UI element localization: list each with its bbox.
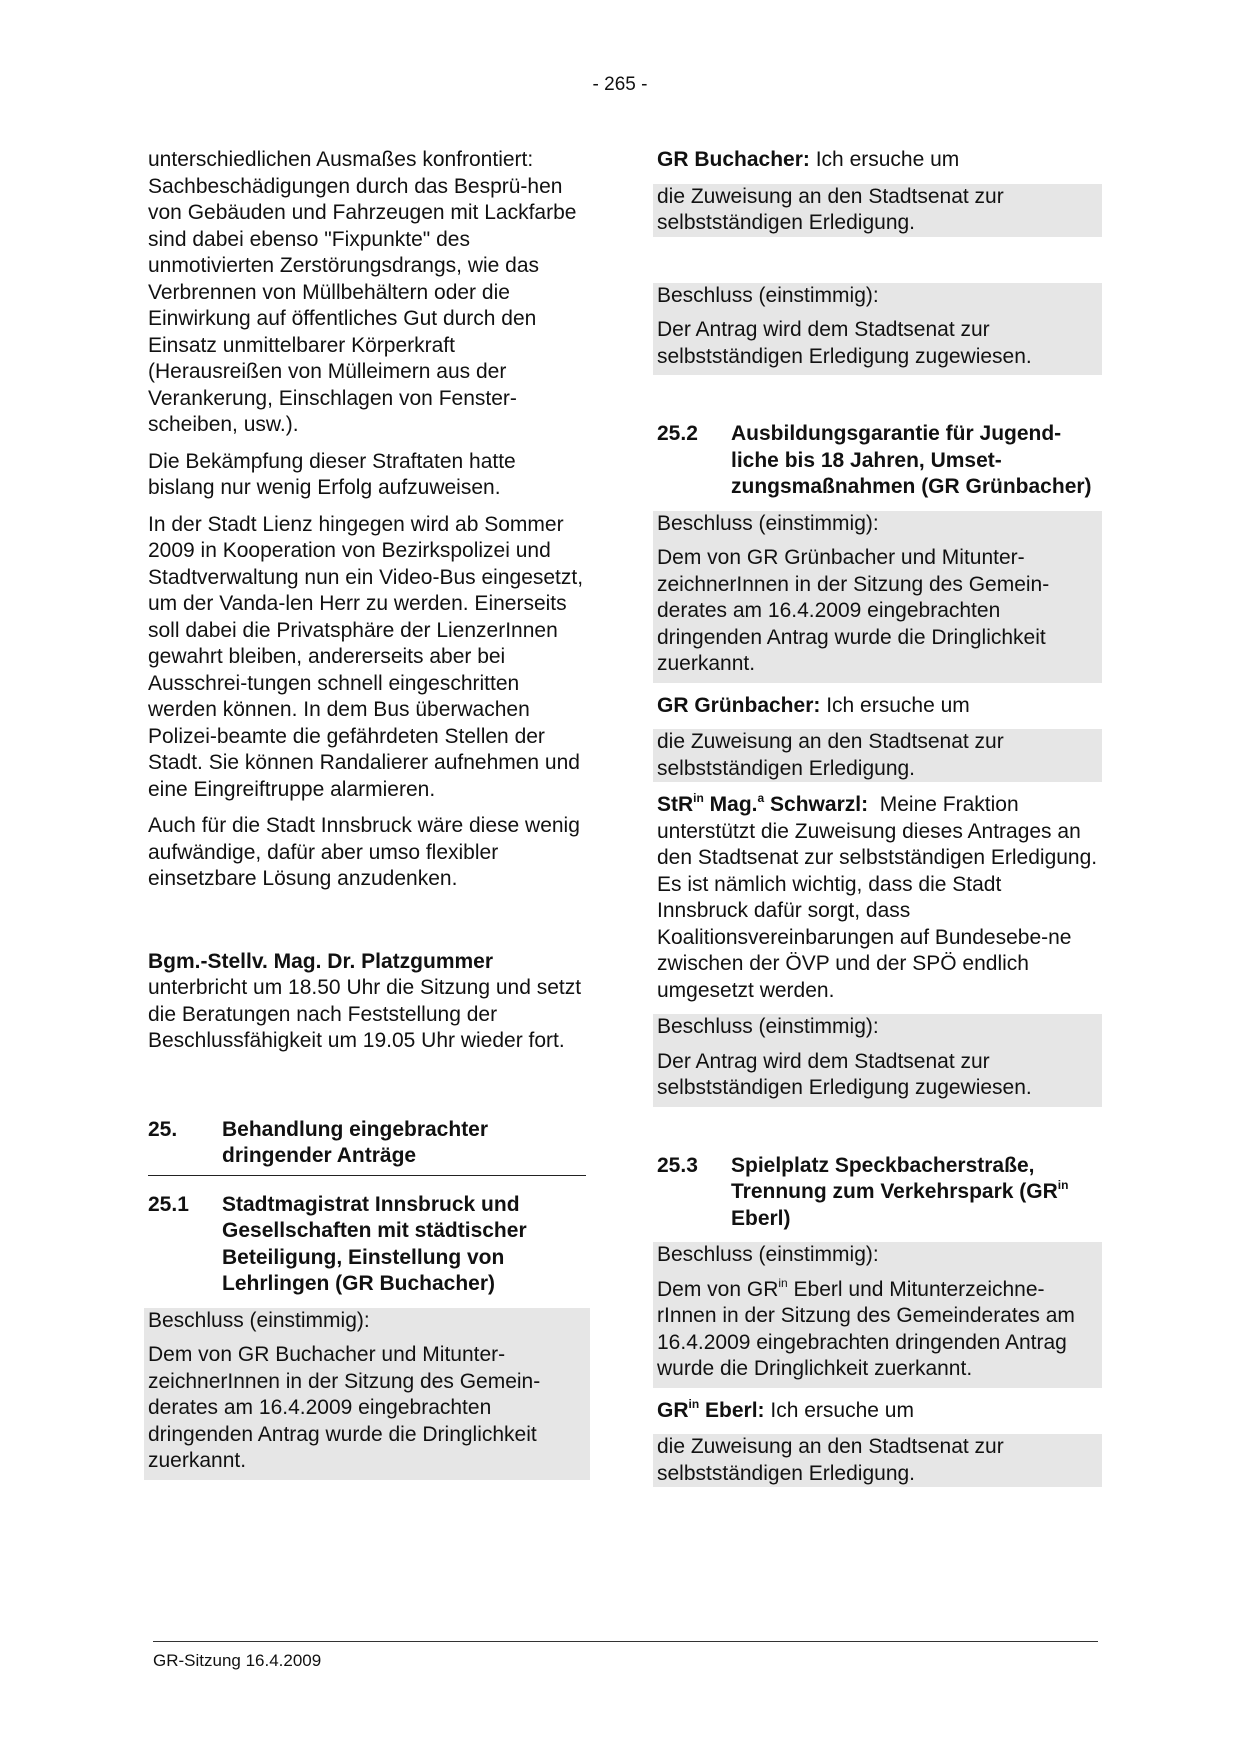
- assignment-request: die Zuweisung an den Stadtsenat zur selbstständigen Erledigung.: [653, 1434, 1102, 1487]
- statement-text: Ich ersuche um: [826, 693, 970, 717]
- decision-text: Dem von GR Grünbacher und Mitunter-zeichnerInnen in der Sitzung des Gemein-derates am 16.4.2009 eingebrachten dringenden Antrag wurde die Dringlichkeit zuerkannt.: [657, 546, 1050, 675]
- right-column: [657, 147, 1098, 1497]
- section-number: 25.2: [657, 422, 698, 445]
- decision-text: Dem von $GR^{in}$ Eberl und Mitunterzeichne-rInnen in der Sitzung des Gemeinderates am 16.4.2009 eingebrachten dringenden Antrag wurde die Dringlichkeit zuerkannt.: [657, 1275, 1075, 1380]
- decision-label: Beschluss (einstimmig):: [657, 1243, 879, 1266]
- decision-block: [144, 1308, 590, 1480]
- statement-text: Ich ersuche um: [770, 1398, 914, 1422]
- section-title: Stadtmagistrat Innsbruck und Gesellschaften mit städtischer Beteiligung, Einstellung von Lehrlingen (GR Buchacher): [222, 1192, 527, 1295]
- speaker-name: GR Buchacher:: [657, 148, 810, 171]
- decision-label: Beschluss (einstimmig):: [657, 1015, 879, 1038]
- decision-text: Der Antrag wird dem Stadtsenat zur selbstständigen Erledigung zugewiesen.: [657, 318, 1032, 368]
- speaker-name: Bgm.-Stellv. Mag. Dr. Platzgummer: [148, 949, 494, 973]
- statement-text: unterbricht um 18.50 Uhr die Sitzung und setzt die Beratungen nach Feststellung der Beschlussfähigkeit um 19.05 Uhr wieder fort.: [148, 976, 582, 1052]
- left-column: [148, 147, 586, 1490]
- speaker-name: StR$^{in}$ Mag.$^a$ Schwarzl:: [657, 791, 869, 816]
- paragraph-innsbruck: Auch für die Stadt Innsbruck wäre diese wenig aufwändige, dafür aber umso flexibler einsetzbare Lösung anzudenken.: [148, 814, 580, 890]
- decision-block: [653, 511, 1102, 683]
- paragraph-vandalism: unterschiedlichen Ausmaßes konfrontiert: Sachbeschädigungen durch das Besprü-hen von Gebäuden und Fahrzeugen mit Lackfarbe sind dabei ebenso "Fixpunkte" des unmotivierten Zerstörungsdrangs, wie das Verbrennen von Müllbehältern oder die Einwirkung auf öffentliches Gut durch den Einsatz unmittelbarer Körperkraft (Herausreißen von Mülleimern aus der Verankerung, Einschlagen von Fenster-scheiben, usw.).: [148, 148, 577, 436]
- section-heading-25-2: [657, 421, 1098, 501]
- section-heading-25-3: [657, 1153, 1098, 1233]
- footer-divider: [153, 1641, 1098, 1642]
- decision-block: [653, 1242, 1102, 1388]
- section-title: Ausbildungsgarantie für Jugend-liche bis 18 Jahren, Umset-zungsmaßnahmen (GR Grünbacher): [731, 422, 1092, 498]
- speaker-name: GR Grünbacher:: [657, 693, 821, 717]
- section-title: Behandlung eingebrachter dringender Anträge: [222, 1117, 489, 1167]
- decision-label: Beschluss (einstimmig):: [148, 1308, 370, 1332]
- assignment-request: die Zuweisung an den Stadtsenat zur selbstständigen Erledigung.: [653, 184, 1102, 237]
- schwarzl-statement: [657, 792, 1098, 1004]
- paragraph-lienz: In der Stadt Lienz hingegen wird ab Sommer 2009 in Kooperation von Bezirkspolizei und Stadtverwaltung nun ein Video-Bus eingesetzt, um der Vanda-len Herr zu werden. Einerseits soll dabei die Privatsphäre der LienzerInnen gewahrt bleiben, andererseits aber bei Ausschrei-tungen schnell eingeschritten werden können. In dem Bus überwachen Polizei-beamte die gefährdeten Stellen der Stadt. Sie können Randalierer aufnehmen und eine Eingreiftruppe alarmieren.: [148, 512, 584, 801]
- section-title: Spielplatz Speckbacherstraße, Trennung zum Verkehrspark ($GR^{in}$ Eberl): [731, 1153, 1069, 1230]
- decision-block: [653, 1014, 1102, 1107]
- decision-text: Dem von GR Buchacher und Mitunter-zeichnerInnen in der Sitzung des Gemein-derates am 16.4.2009 eingebrachten dringenden Antrag wurde die Dringlichkeit zuerkannt.: [148, 1343, 541, 1472]
- speaker-name: $GR^{in}$ Eberl:: [657, 1396, 765, 1422]
- decision-label: Beschluss (einstimmig):: [657, 511, 879, 535]
- buchacher-statement: [657, 147, 1098, 174]
- section-heading-25: [148, 1117, 586, 1176]
- eberl-statement: [657, 1398, 1098, 1425]
- section-number: 25.: [148, 1117, 178, 1141]
- page-number: - 265 -: [592, 74, 648, 95]
- decision-block: [653, 283, 1102, 376]
- paragraph-success: Die Bekämpfung dieser Straftaten hatte bislang nur wenig Erfolg aufzuweisen.: [148, 449, 516, 499]
- section-number: 25.3: [657, 1153, 698, 1177]
- decision-text: Der Antrag wird dem Stadtsenat zur selbstständigen Erledigung zugewiesen.: [657, 1049, 1032, 1099]
- platzgummer-statement: [148, 949, 586, 1055]
- assignment-request: die Zuweisung an den Stadtsenat zur selbstständigen Erledigung.: [653, 729, 1102, 782]
- decision-label: Beschluss (einstimmig):: [657, 283, 879, 307]
- footer-session-label: GR-Sitzung 16.4.2009: [153, 1651, 322, 1670]
- statement-text: Meine Fraktion unterstützt die Zuweisung dieses Antrages an den Stadtsenat zur selbstständigen Erledigung. Es ist nämlich wichtig, dass die Stadt Innsbruck dafür sorgt, dass Koalitionsvereinbarungen auf Bundesebe-ne zwischen der ÖVP und der SPÖ endlich umgesetzt werden.: [657, 793, 1098, 1002]
- statement-text: Ich ersuche um: [815, 148, 960, 171]
- section-heading-25-1: [148, 1192, 586, 1298]
- gruenbacher-statement: [657, 693, 1098, 720]
- section-number: 25.1: [148, 1192, 189, 1216]
